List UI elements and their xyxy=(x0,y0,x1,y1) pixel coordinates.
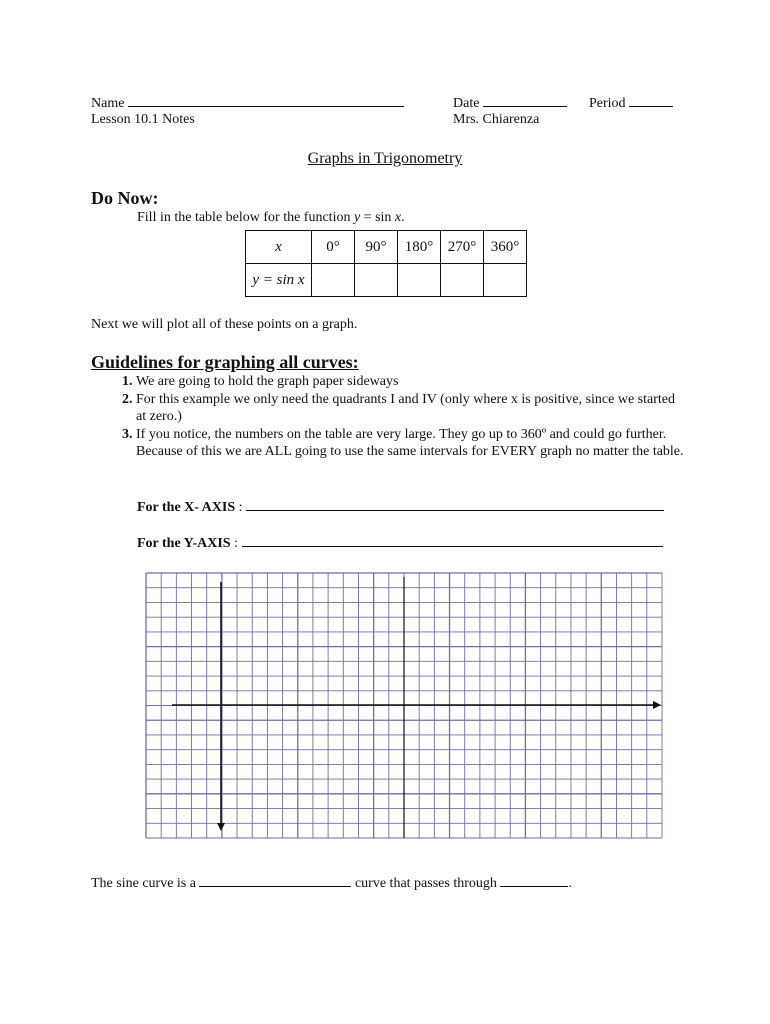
angle-header: 270° xyxy=(441,231,484,264)
teacher-name: Mrs. Chiarenza xyxy=(453,112,540,127)
x-axis-line: For the X- AXIS : xyxy=(137,498,664,516)
y-axis-label: For the Y-AXIS xyxy=(137,536,231,551)
plot-instruction: Next we will plot all of these points on a graph. xyxy=(91,317,358,332)
page-title: Graphs in Trigonometry xyxy=(307,150,463,167)
list-item: 3. If you notice, the numbers on the table are very large. They go up to 360º and could go further. Because of this we are ALL going to use the same intervals for EVERY graph no matter the table. xyxy=(136,426,686,461)
passes-through-field[interactable] xyxy=(500,874,568,887)
curve-type-field[interactable] xyxy=(199,874,351,887)
x-axis-label: For the X- AXIS xyxy=(137,500,236,515)
y-axis-line: For the Y-AXIS : xyxy=(137,534,663,552)
angle-header: 0° xyxy=(312,231,355,264)
list-item: 2. For this example we only need the quadrants I and IV (only where x is positive, since we started at zero.) xyxy=(136,391,686,426)
row-label-x: x xyxy=(246,231,312,264)
angle-header: 360° xyxy=(484,231,527,264)
axes xyxy=(172,577,661,838)
angle-header: 180° xyxy=(398,231,441,264)
lesson-label: Lesson 10.1 Notes xyxy=(91,112,195,127)
list-item: 1. We are going to hold the graph paper sideways xyxy=(136,373,686,391)
y-axis-arrow-icon xyxy=(217,823,225,831)
guidelines-heading: Guidelines for graphing all curves: xyxy=(91,352,359,372)
row-label-y: y = sin x xyxy=(246,264,312,297)
do-now-heading: Do Now: xyxy=(91,188,159,208)
x-axis-arrow-icon xyxy=(653,701,661,709)
name-label: Name xyxy=(91,96,125,111)
period-label: Period xyxy=(589,96,626,111)
angle-header: 90° xyxy=(355,231,398,264)
date-label: Date xyxy=(453,96,480,111)
sine-summary: The sine curve is a curve that passes through . xyxy=(91,876,572,891)
do-now-instruction: Fill in the table below for the function y = sin x. xyxy=(137,210,405,225)
